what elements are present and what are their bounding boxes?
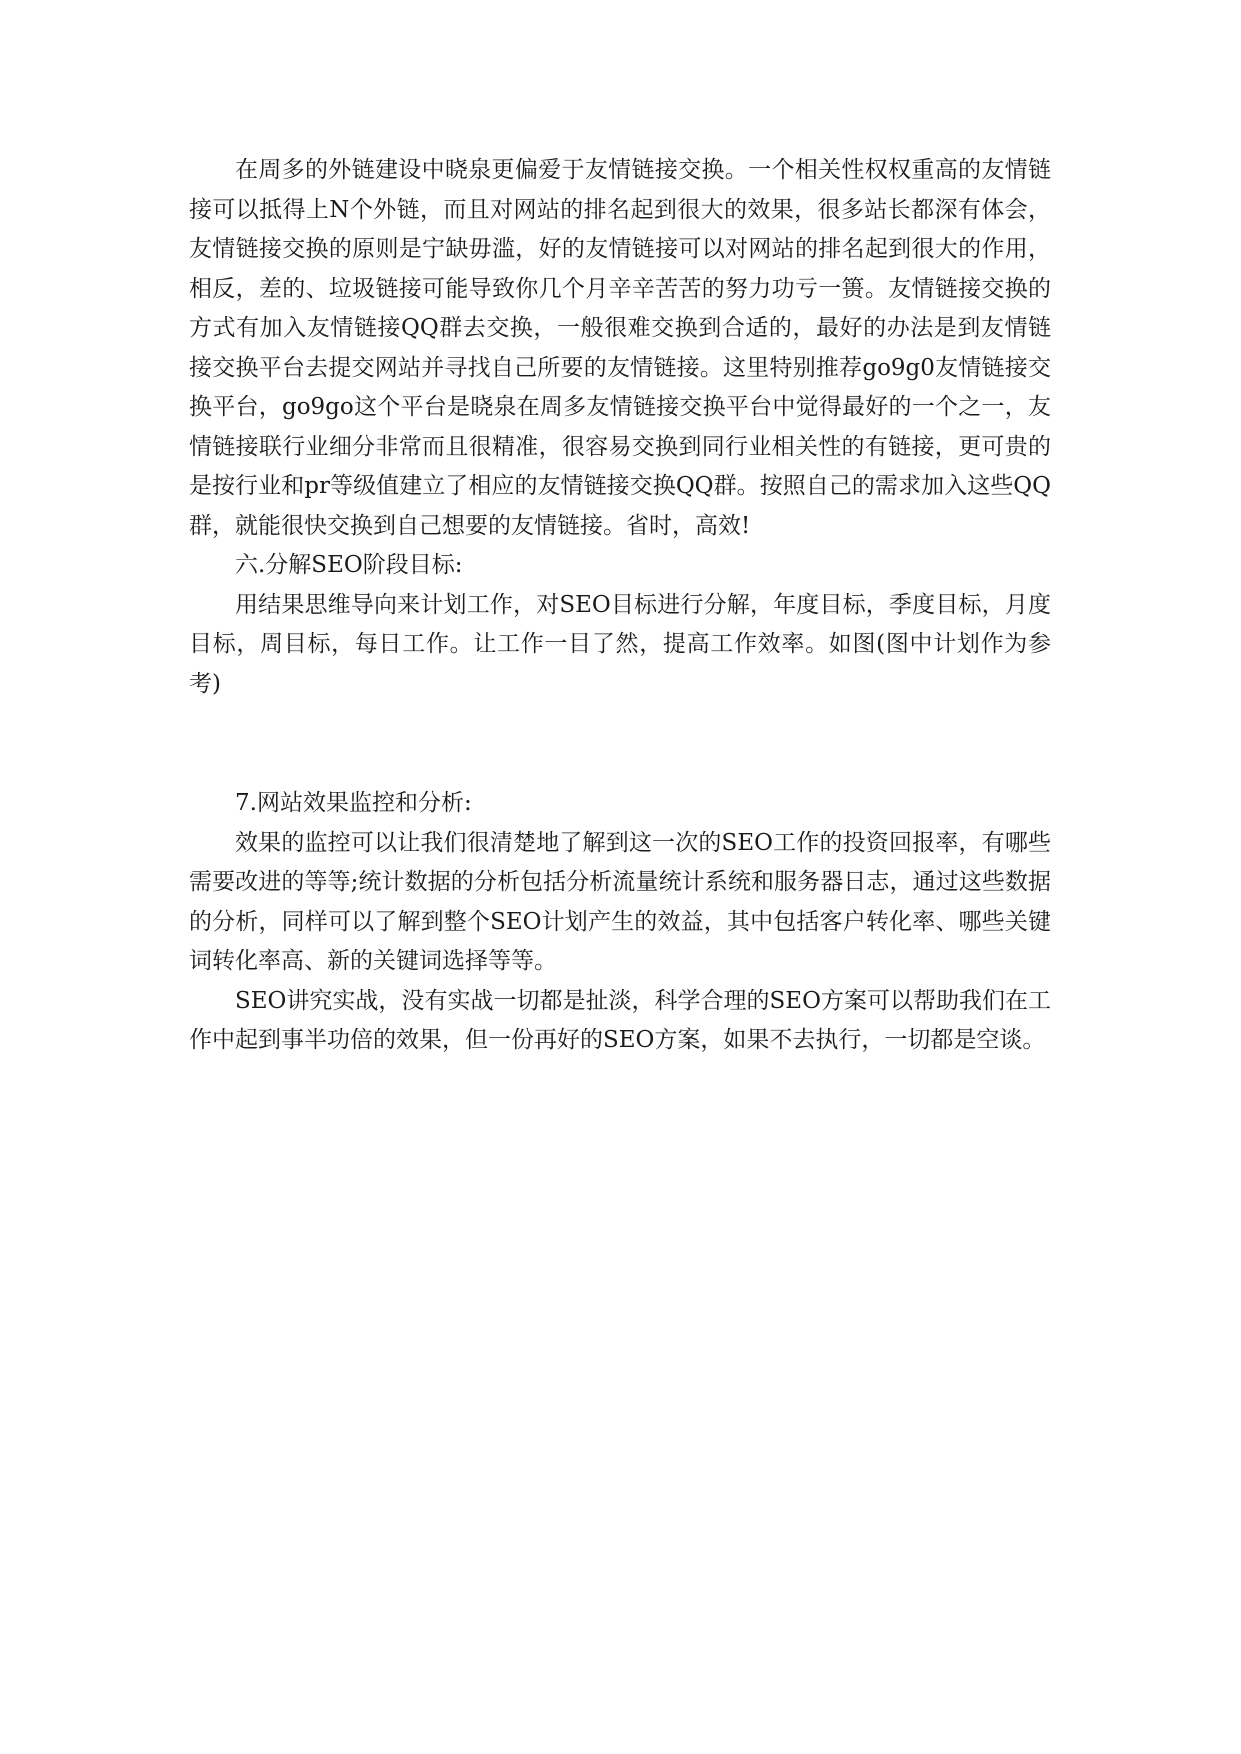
figure-placeholder [189,704,1051,784]
closing-paragraph: SEO讲究实战，没有实战一切都是扯淡，科学合理的SEO方案可以帮助我们在工作中起到事半功倍的效果，但一份再好的SEO方案，如果不去执行，一切都是空谈。 [189,987,1051,1053]
document-body [189,151,1051,1061]
section-7-heading: 7.网站效果监控和分析: [235,790,472,816]
paragraph-link-exchange: 在周多的外链建设中晓泉更偏爱于友情链接交换。一个相关性权权重高的友情链接可以抵得上N个外链，而且对网站的排名起到很大的效果，很多站长都深有体会，友情链接交换的原则是宁缺毋滥，好的友情链接可以对网站的排名起到很大的作用，相反，差的、垃圾链接可能导致你几个月辛辛苦苦的努力功亏一篑。友情链接交换的方式有加入友情链接QQ群去交换，一般很难交换到合适的，最好的办法是到友情链接交换平台去提交网站并寻找自己所要的友情链接。这里特别推荐go9g0友情链接交换平台，go9go这个平台是晓泉在周多友情链接交换平台中觉得最好的一个之一，友情链接联行业细分非常而且很精准，很容易交换到同行业相关性的有链接，更可贵的是按行业和pr等级值建立了相应的友情链接交换QQ群。按照自己的需求加入这些QQ群，就能很快交换到自己想要的友情链接。省时，高效! [189,157,1051,539]
section-7-body: 效果的监控可以让我们很清楚地了解到这一次的SEO工作的投资回报率，有哪些需要改进的等等;统计数据的分析包括分析流量统计系统和服务器日志，通过这些数据的分析，同样可以了解到整个SEO计划产生的效益，其中包括客户转化率、哪些关键词转化率高、新的关键词选择等等。 [189,829,1051,974]
section-6-body: 用结果思维导向来计划工作，对SEO目标进行分解，年度目标，季度目标，月度目标，周目标，每日工作。让工作一目了然，提高工作效率。如图(图中计划作为参考) [189,591,1051,697]
section-6-heading: 六.分解SEO阶段目标: [235,552,463,578]
